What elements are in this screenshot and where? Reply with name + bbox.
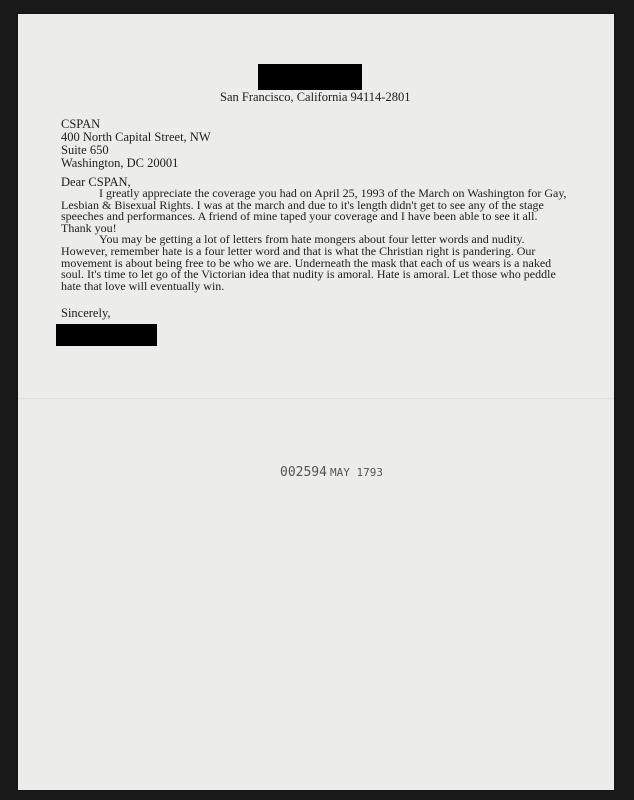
closing: Sincerely, — [61, 306, 111, 320]
body-line: hate that love will eventually win. — [61, 278, 225, 293]
recipient-line: Suite 650 — [61, 143, 109, 157]
received-stamp — [280, 465, 383, 480]
body-line: I greatly appreciate the coverage you had on April 25, 1993 of the March on Washington for Gay, — [99, 186, 567, 200]
salutation: Dear CSPAN, — [61, 175, 131, 189]
redacted-signature — [56, 324, 157, 346]
body-line: soul. It's time to let go of the Victorian idea that nudity is amoral. Hate is amoral. Let those who peddle — [61, 267, 556, 282]
recipient-line: 400 North Capital Street, NW — [61, 130, 211, 144]
body-line: You may be getting a lot of letters from hate mongers about four letter words and nudity. — [99, 232, 525, 247]
stamp-date: MAY 1793 — [329, 466, 383, 479]
body-line: Thank you! — [61, 220, 117, 235]
body-line: movement is about being free to be who we are. Underneath the mask that each of us wears is a naked — [61, 255, 552, 270]
body-line: However, remember hate is a four letter word and that is what the Christian right is pandering. Our — [61, 243, 536, 258]
redacted-name-header — [258, 64, 362, 90]
letter-body — [61, 186, 567, 293]
recipient-line: Washington, DC 20001 — [61, 156, 179, 170]
fold-line — [18, 398, 614, 399]
recipient-line: CSPAN — [61, 117, 101, 131]
body-line: speeches and performances. A friend of mine taped your coverage and I have been able to see it all. — [61, 209, 538, 224]
letter-page — [18, 14, 614, 790]
sender-city-line: San Francisco, California 94114-2801 — [220, 90, 411, 104]
stamp-number: 002594 — [280, 465, 327, 480]
body-line: Lesbian & Bisexual Rights. I was at the march and due to it's length didn't get to see any of the stage — [61, 197, 544, 212]
